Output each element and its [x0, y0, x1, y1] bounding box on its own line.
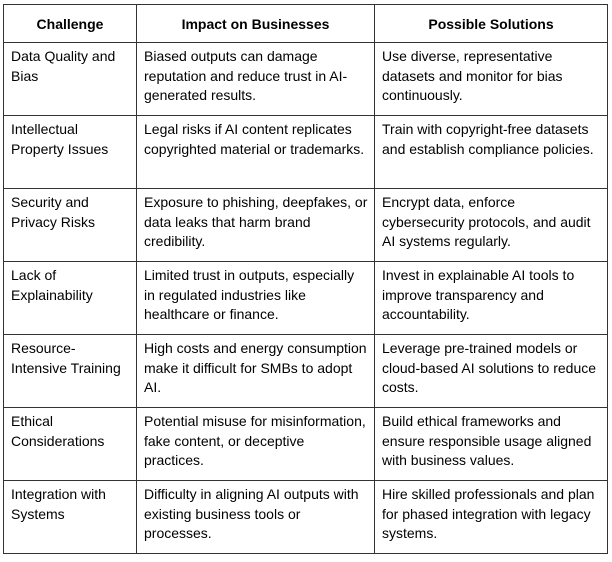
solution-cell: Build ethical frameworks and ensure responsible usage aligned with business values. — [375, 408, 608, 481]
table-row — [4, 262, 608, 335]
header-solutions: Possible Solutions — [375, 5, 608, 43]
impact-cell: Biased outputs can damage reputation and reduce trust in AI-generated results. — [137, 43, 375, 116]
header-challenge: Challenge — [4, 5, 137, 43]
table-row — [4, 481, 608, 554]
impact-cell: Exposure to phishing, deepfakes, or data leaks that harm brand credibility. — [137, 189, 375, 262]
header-row — [4, 5, 608, 43]
solution-cell: Hire skilled professionals and plan for phased integration with legacy systems. — [375, 481, 608, 554]
challenge-cell: Intellectual Property Issues — [4, 116, 137, 189]
table-header — [4, 5, 608, 43]
solution-cell: Use diverse, representative datasets and monitor for bias continuously. — [375, 43, 608, 116]
table-row — [4, 116, 608, 189]
solution-cell: Encrypt data, enforce cybersecurity protocols, and audit AI systems regularly. — [375, 189, 608, 262]
solution-cell: Invest in explainable AI tools to improve transparency and accountability. — [375, 262, 608, 335]
table-row — [4, 408, 608, 481]
challenge-cell: Ethical Considerations — [4, 408, 137, 481]
challenge-cell: Integration with Systems — [4, 481, 137, 554]
impact-cell: Limited trust in outputs, especially in regulated industries like healthcare or finance. — [137, 262, 375, 335]
solution-cell: Train with copyright-free datasets and establish compliance policies. — [375, 116, 608, 189]
challenge-cell: Lack of Explainability — [4, 262, 137, 335]
table-row — [4, 335, 608, 408]
impact-cell: Potential misuse for misinformation, fake content, or deceptive practices. — [137, 408, 375, 481]
impact-cell: High costs and energy consumption make it difficult for SMBs to adopt AI. — [137, 335, 375, 408]
table-row — [4, 189, 608, 262]
header-impact: Impact on Businesses — [137, 5, 375, 43]
impact-cell: Difficulty in aligning AI outputs with existing business tools or processes. — [137, 481, 375, 554]
impact-cell: Legal risks if AI content replicates copyrighted material or trademarks. — [137, 116, 375, 189]
challenge-cell: Data Quality and Bias — [4, 43, 137, 116]
challenge-cell: Security and Privacy Risks — [4, 189, 137, 262]
table-row — [4, 43, 608, 116]
challenges-table — [3, 4, 608, 554]
solution-cell: Leverage pre-trained models or cloud-based AI solutions to reduce costs. — [375, 335, 608, 408]
table-body — [4, 43, 608, 554]
challenge-cell: Resource-Intensive Training — [4, 335, 137, 408]
